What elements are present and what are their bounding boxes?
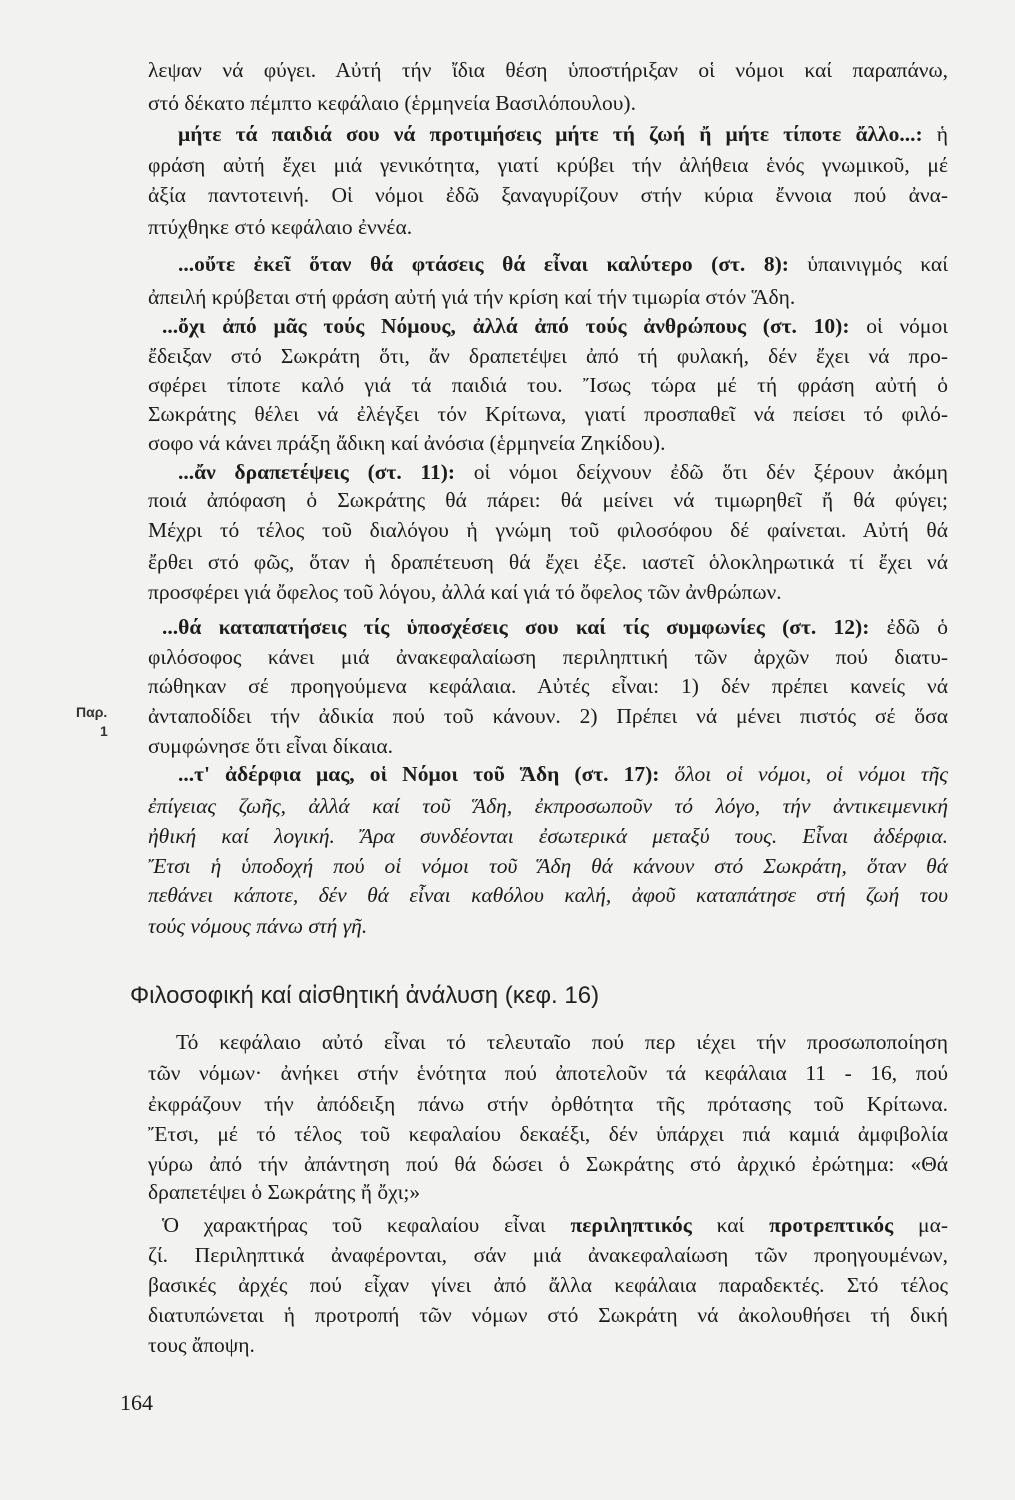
line-text: πώθηκαν σέ προηγούμενα κεφάλαια. Αὐτές εἶναι: 1) δέν πρέπει κανείς νά — [148, 674, 948, 698]
keyword-bold: περιληπτικός — [570, 1213, 692, 1237]
lemma-bold: μήτε τά παιδιά σου νά προτιμήσεις μήτε τή ζωή ἤ μήτε τίποτε ἄλλο...: — [178, 122, 923, 146]
text-line — [178, 759, 948, 789]
text-line — [148, 642, 948, 672]
line-text: στό δέκατο πέμπτο κεφάλαιο (ἑρμηνεία Βασιλόπουλου). — [148, 91, 636, 115]
text-line — [148, 1270, 948, 1300]
line-text: φράση αὐτή ἔχει μιά γενικότητα, γιατί κρύβει τήν ἀλήθεια ἑνός γνωμικοῦ, μέ — [148, 153, 948, 177]
text-line — [178, 249, 948, 279]
text-line — [162, 612, 948, 642]
text-line — [178, 119, 948, 149]
text-line — [162, 1210, 948, 1240]
text-line — [148, 55, 948, 85]
line-text: βασικές ἀρχές πού εἶχαν γίνει ἀπό ἄλλα κεφάλαια παραδεκτές. Στό τέλος — [148, 1273, 948, 1297]
text-line — [148, 1240, 948, 1270]
line-text: προσφέρει γιά ὄφελος τοῦ λόγου, ἀλλά καί γιά τό ὄφελος τῶν ἀνθρώπων. — [148, 580, 782, 604]
line-text: σφέρει τίποτε καλό γιά τά παιδιά του. Ἴσως τώρα μέ τή φράση αὐτή ὁ — [148, 373, 948, 397]
line-text: ἔρθει στό φῶς, ὅταν ἡ δραπέτευση θά ἔχει ἐξε. ιαστεῖ ὁλοκληρωτικά τί ἔχει νά — [148, 550, 948, 574]
text-line — [148, 671, 948, 701]
line-text: Ἔτσι, μέ τό τέλος τοῦ κεφαλαίου δεκαέξι, δέν ὑπάρχει πιά καμιά ἀμφιβολία — [148, 1122, 948, 1146]
line-text: ἐκφράζουν τήν ἀπόδειξη πάνω στήν ὀρθότητα τῆς πρότασης τοῦ Κρίτωνα. — [148, 1092, 948, 1116]
line-text: ἔδειξαν στό Σωκράτη ὅτι, ἄν δραπετέψει ἀπό τή φυλακή, δέν ἔχει νά προ- — [148, 344, 948, 368]
line-text: Ὁ χαρακτήρας τοῦ κεφαλαίου εἶναι — [162, 1213, 571, 1237]
text-line — [148, 428, 948, 458]
page-number: 164 — [120, 1390, 153, 1415]
line-text-italic: τούς νόμους πάνω στή γῆ. — [148, 914, 368, 938]
text-line — [148, 370, 948, 400]
line-text: καί — [691, 1213, 770, 1237]
line-text: ἀνταποδίδει τήν ἀδικία πού τοῦ κάνουν. 2) Πρέπει νά μένει πιστός σέ ὅσα — [148, 704, 948, 728]
line-text: σοφο νά κάνει πράξη ἄδικη καί ἀνόσια (ἑρμηνεία Ζηκίδου). — [148, 431, 666, 455]
text-line — [148, 341, 948, 371]
lemma-bold: ...ἄν δραπετέψεις (στ. 11): — [178, 460, 456, 484]
text-line — [148, 1089, 948, 1119]
text-line — [148, 701, 948, 731]
text-line — [148, 851, 948, 881]
line-text: διατυπώνεται ἡ προτροπή τῶν νόμων στό Σωκράτη νά ἀκολουθήσει τή δική — [148, 1303, 948, 1327]
text-line — [148, 1330, 948, 1360]
text-line — [148, 399, 948, 429]
line-text-italic: πεθάνει κάποτε, δέν θά εἶναι καθόλου καλή, ἀφοῦ καταπάτησε στή ζωή του — [148, 883, 948, 907]
section-heading: Φιλοσοφική καί αἰσθητική ἀνάλυση (κεφ. 16) — [130, 982, 600, 1009]
text-line — [148, 911, 948, 941]
text-line — [148, 731, 948, 761]
text-line — [148, 880, 948, 910]
line-text: δραπετέψει ὁ Σωκράτης ἤ ὄχι;» — [148, 1180, 421, 1204]
text-line — [148, 1177, 948, 1207]
text-line — [148, 150, 948, 180]
text-line — [148, 577, 948, 607]
text-line — [148, 1119, 948, 1149]
line-text: τους ἄποψη. — [148, 1333, 255, 1357]
line-text: μα- — [893, 1213, 948, 1237]
line-text-italic: Ἔτσι ἡ ὑποδοχή πού οἱ νόμοι τοῦ Ἅδη θά κάνουν στό Σωκράτη, ὅταν θά — [148, 854, 948, 878]
line-text: ὑπαινιγμός καί — [788, 252, 948, 276]
line-text: ζί. Περιληπτικά ἀναφέρονται, σάν μιά ἀνακεφαλαίωση τῶν προηγουμένων, — [148, 1243, 948, 1267]
keyword-bold: προτρεπτικός — [769, 1213, 894, 1237]
line-text: ἀξία παντοτεινή. Οἱ νόμοι ἐδῶ ξαναγυρίζουν στήν κύρια ἔννοια πού ἀνα- — [148, 183, 948, 207]
line-text: οἱ νόμοι δείχνουν ἐδῶ ὅτι δέν ξέρουν ἀκόμη — [455, 460, 948, 484]
line-text-italic: ὅλοι οἱ νόμοι, οἱ νόμοι τῆς — [659, 762, 948, 786]
line-text: φιλόσοφος κάνει μιά ἀνακεφαλαίωση περιληπτική τῶν ἀρχῶν πού διατυ- — [148, 645, 948, 669]
line-text: ποιά ἀπόφαση ὁ Σωκράτης θά πάρει: θά μείνει νά τιμωρηθεῖ ἤ θά φύγει; — [148, 488, 948, 512]
line-text: ἐδῶ ὁ — [869, 615, 948, 639]
text-line — [178, 457, 948, 487]
text-line — [148, 1058, 948, 1088]
text-line — [148, 180, 948, 210]
line-text: γύρω ἀπό τήν ἀπάντηση πού θά δώσει ὁ Σωκράτης στό ἀρχικό ἐρώτημα: «Θά — [148, 1152, 948, 1176]
lemma-bold: ...τ' ἀδέρφια μας, οἱ Νόμοι τοῦ Ἅδη (στ. 17): — [178, 762, 660, 786]
text-line — [148, 1149, 948, 1179]
text-line — [162, 311, 948, 341]
line-text: οἱ νόμοι — [849, 314, 948, 338]
text-line — [148, 485, 948, 515]
line-text: Μέχρι τό τέλος τοῦ διαλόγου ἡ γνώμη τοῦ φιλοσόφου δέ φαίνεται. Αὐτή θά — [148, 518, 948, 542]
line-text-italic: ἐπίγειας ζωῆς, ἀλλά καί τοῦ Ἅδη, ἐκπροσωποῦν τό λόγο, τήν ἀντικειμενική — [148, 794, 948, 818]
text-line — [148, 212, 948, 242]
text-line — [148, 1300, 948, 1330]
line-text: πτύχθηκε στό κεφάλαιο ἐννέα. — [148, 215, 413, 239]
lemma-bold: ...θά καταπατήσεις τίς ὑποσχέσεις σου καί τίς συμφωνίες (στ. 12): — [162, 615, 870, 639]
text-line — [148, 282, 948, 312]
lemma-bold: ...οὔτε ἐκεῖ ὅταν θά φτάσεις θά εἶναι καλύτερο (στ. 8): — [178, 252, 789, 276]
text-line — [148, 821, 948, 851]
line-text: ἡ — [922, 122, 948, 146]
margin-note-number: 1 — [100, 723, 108, 739]
line-text: συμφώνησε ὅτι εἶναι δίκαια. — [148, 734, 394, 758]
line-text: Σωκράτης θέλει νά ἐλέγξει τόν Κρίτωνα, γιατί προσπαθεῖ νά πείσει τό φιλό- — [148, 402, 948, 426]
line-text: ἀπειλή κρύβεται στή φράση αὐτή γιά τήν κρίση καί τήν τιμωρία στόν Ἅδη. — [148, 285, 796, 309]
lemma-bold: ...ὄχι ἀπό μᾶς τούς Νόμους, ἀλλά ἀπό τούς ἀνθρώπους (στ. 10): — [162, 314, 850, 338]
margin-note-label: Παρ. — [76, 704, 108, 720]
text-line — [148, 547, 948, 577]
text-line — [176, 1027, 948, 1057]
line-text-italic: ἠθική καί λογική. Ἄρα συνδέονται ἐσωτερικά μεταξύ τους. Εἶναι ἀδέρφια. — [148, 824, 948, 848]
text-line — [148, 515, 948, 545]
line-text: τῶν νόμων· ἀνήκει στήν ἑνότητα πού ἀποτελοῦν τά κεφάλαια 11 - 16, πού — [148, 1061, 948, 1085]
line-text: Τό κεφάλαιο αὐτό εἶναι τό τελευταῖο πού περ ιέχει τήν προσωποποίηση — [176, 1030, 948, 1054]
text-line — [148, 88, 948, 118]
line-text: λεψαν νά φύγει. Αὐτή τήν ἴδια θέση ὑποστήριξαν οἱ νόμοι καί παραπάνω, — [148, 58, 948, 82]
text-line — [148, 791, 948, 821]
